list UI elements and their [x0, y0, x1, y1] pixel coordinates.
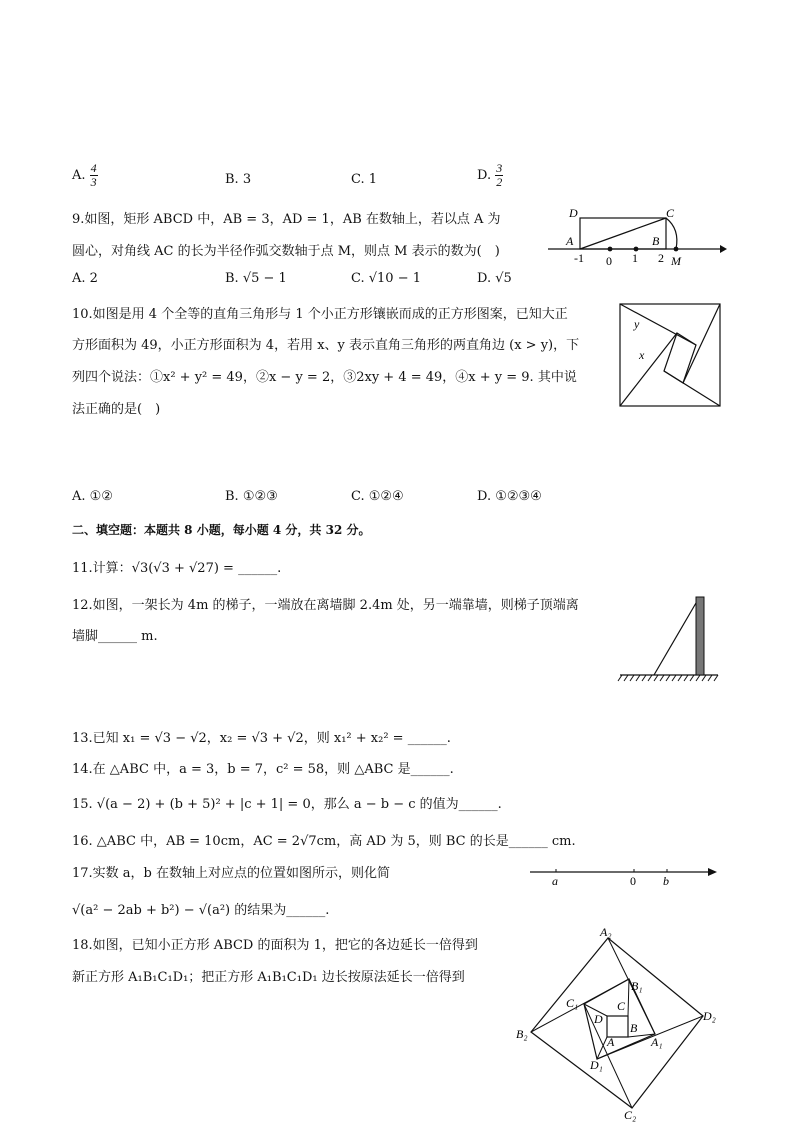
label-d2: D₂: [703, 1009, 716, 1023]
section-2-heading: 二、填空题：本题共 8 小题，每小题 4 分，共 32 分。: [72, 523, 371, 537]
q18-line2: 新正方形 A₁B₁C₁D₁；把正方形 A₁B₁C₁D₁ 边长按原法延长一倍得到: [72, 970, 465, 985]
label-m: M: [671, 254, 681, 268]
q8-option-b-label: B.: [225, 172, 239, 187]
q9-stem-line2: 圆心，对角线 AC 的长为半径作弧交数轴于点 M，则点 M 表示的数为( ): [72, 244, 500, 259]
label-c2: C₂: [624, 1108, 637, 1122]
q16: 16. △ABC 中，AB = 10cm，AC = 2√7cm，高 AD 为 5，则 BC 的长是______ cm.: [72, 834, 576, 849]
point-m: [674, 247, 679, 252]
q15: 15. √(a − 2) + (b + 5)² + |c + 1| = 0，那么 a − b − c 的值为______.: [72, 797, 502, 812]
q8-option-c: [351, 172, 377, 187]
tick-2: 2: [658, 251, 664, 265]
axis-arrow-icon: [708, 868, 717, 876]
q12-line1: 12.如图，一架长为 4m 的梯子，一端放在离墙脚 2.4m 处，另一端靠墙，则梯子顶端离: [72, 598, 579, 613]
q10-option-a: A. ①②: [72, 489, 113, 504]
label-b: B: [652, 234, 660, 248]
q9-option-a: A. 2: [72, 271, 98, 286]
extension-4: [531, 979, 629, 1032]
q10-figure: [619, 303, 721, 407]
extension-3: [584, 1004, 632, 1108]
q12-line2: 墙脚______ m.: [72, 629, 158, 644]
label-b: b: [663, 874, 669, 888]
q9-option-d: D. √5: [477, 271, 512, 286]
q8-option-a-label: A.: [72, 168, 86, 183]
q10-line4: 法正确的是( ): [72, 402, 161, 417]
q8-option-b-value: 3: [242, 172, 252, 187]
tick-0: 0: [606, 254, 612, 268]
arc-to-m: [666, 218, 677, 249]
q17-line2: √(a² − 2ab + b²) − √(a²) 的结果为______.: [72, 903, 330, 918]
fraction-3-2: [495, 162, 503, 189]
label-c1: C₁: [566, 996, 579, 1010]
square-abcd: [607, 1016, 628, 1037]
q8-option-d: [477, 162, 503, 189]
label-a: a: [552, 874, 558, 888]
axis-arrow-icon: [720, 245, 727, 253]
tick-1: 1: [632, 251, 638, 265]
q8-option-c-value: 1: [368, 172, 378, 187]
q17-line1: 17.实数 a，b 在数轴上对应点的位置如图所示，则化简: [72, 866, 391, 881]
label-d1: D₁: [590, 1058, 603, 1072]
q9-figure: [540, 205, 730, 270]
q8-option-c-label: C.: [351, 172, 365, 187]
triangle-edge-4: [620, 333, 677, 406]
numerator: 3: [496, 161, 503, 175]
numerator: 4: [90, 161, 97, 175]
small-square: [664, 333, 696, 383]
q9-option-b: B. √5 − 1: [225, 271, 287, 286]
q8-option-d-label: D.: [477, 168, 492, 183]
label-c: C: [617, 999, 626, 1013]
q12-figure: [616, 595, 722, 685]
q10-option-b: B. ①②③: [225, 489, 278, 504]
q10-line3: 列四个说法：①x² + y² = 49，②x − y = 2，③2xy + 4 = 49，④x + y = 9. 其中说: [72, 370, 577, 385]
triangle-edge-1: [620, 304, 696, 345]
q9-option-c: C. √10 − 1: [351, 271, 422, 286]
q9-stem-line1: 9.如图，矩形 ABCD 中，AB = 3，AD = 1，AB 在数轴上，若以点 A 为: [72, 212, 501, 227]
q10-line1: 10.如图是用 4 个全等的直角三角形与 1 个小正方形镶嵌而成的正方形图案，已知大正: [72, 307, 568, 322]
q11: 11.计算：√3(√3 + √27) = ______.: [72, 561, 282, 576]
triangle-edge-3: [664, 371, 720, 406]
label-a1: A₁: [651, 1035, 663, 1049]
label-b: B: [630, 1021, 638, 1035]
q8-option-b: [225, 172, 251, 187]
point-0: [608, 247, 613, 252]
q10-option-c: C. ①②④: [351, 489, 404, 504]
label-zero: 0: [630, 874, 636, 888]
label-d: D: [569, 206, 578, 220]
triangle-edge-2: [683, 304, 720, 383]
q18-figure: [510, 922, 722, 1122]
wall: [696, 597, 704, 675]
label-c: C: [666, 206, 675, 220]
q13: 13.已知 x₁ = √3 − √2，x₂ = √3 + √2，则 x₁² + x₂² = ______.: [72, 731, 451, 746]
label-d: D: [594, 1012, 603, 1026]
label-b2: B₂: [516, 1027, 528, 1041]
square-a2b2c2d2: [531, 938, 703, 1108]
label-a: A: [566, 234, 574, 248]
extension-5: [628, 979, 629, 1016]
label-a2: A₂: [600, 925, 612, 939]
denominator: 2: [496, 175, 503, 189]
q8-option-a: [72, 162, 98, 189]
label-b1: B₁: [631, 979, 643, 993]
q10-line2: 方形面积为 49，小正方形面积为 4，若用 x、y 表示直角三角形的两直角边 (x > y)，下: [72, 338, 580, 353]
label-a: A: [607, 1035, 615, 1049]
denominator: 3: [90, 175, 97, 189]
ground-hatching: [618, 675, 718, 681]
fraction-4-3: [90, 162, 98, 189]
q10-option-d: D. ①②③④: [477, 489, 542, 504]
q17-figure: [528, 860, 720, 890]
label-x: x: [639, 348, 645, 362]
ladder: [654, 603, 696, 675]
q14: 14.在 △ABC 中，a = 3，b = 7，c² = 58，则 △ABC 是______.: [72, 762, 454, 777]
label-y: y: [634, 317, 640, 331]
q18-line1: 18.如图，已知小正方形 ABCD 的面积为 1，把它的各边延长一倍得到: [72, 938, 478, 953]
tick-neg1: -1: [574, 251, 584, 265]
